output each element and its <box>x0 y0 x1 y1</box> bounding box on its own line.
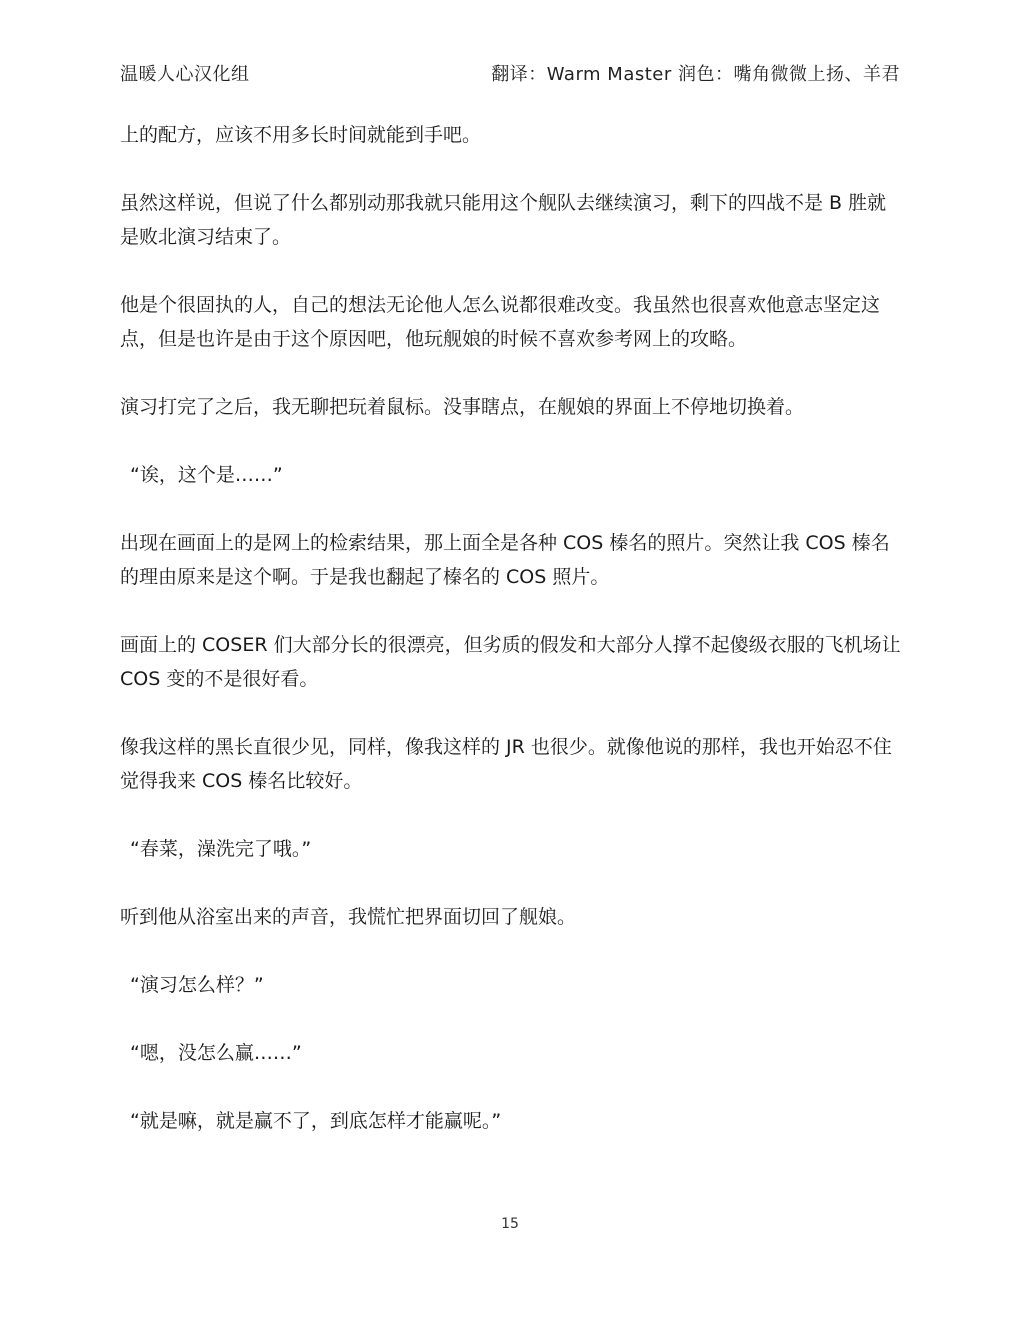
paragraph: 他是个很固执的人，自己的想法无论他人怎么说都很难改变。我虽然也很喜欢他意志坚定这点，但是也许是由于这个原因吧，他玩舰娘的时候不喜欢参考网上的攻略。 <box>120 294 881 350</box>
paragraph: 听到他从浴室出来的声音，我慌忙把界面切回了舰娘。 <box>120 906 577 928</box>
paragraph: 演习打完了之后，我无聊把玩着鼠标。没事瞎点，在舰娘的界面上不停地切换着。 <box>120 396 805 418</box>
dialog-line: “嗯，没怎么赢……” <box>130 1042 302 1064</box>
page-number: 15 <box>501 1216 519 1232</box>
paragraph: 像我这样的黑长直很少见，同样，像我这样的 JR 也很少。就像他说的那样，我也开始忍不住觉得我来 COS 榛名比较好。 <box>120 736 892 792</box>
paragraph: 虽然这样说，但说了什么都别动那我就只能用这个舰队去继续演习，剩下的四战不是 B 胜就是败北演习结束了。 <box>120 192 887 248</box>
page-header <box>120 58 900 88</box>
dialog-line: “演习怎么样？” <box>130 974 264 996</box>
body-text <box>120 118 905 1172</box>
header-credits: 翻译：Warm Master 润色：嘴角微微上扬、羊君 <box>491 64 900 85</box>
header-group-name: 温暖人心汉化组 <box>120 64 250 85</box>
dialog-line: “诶，这个是……” <box>130 464 283 486</box>
paragraph: 出现在画面上的是网上的检索结果，那上面全是各种 COS 榛名的照片。突然让我 COS 榛名的理由原来是这个啊。于是我也翻起了榛名的 COS 照片。 <box>120 532 890 588</box>
paragraph: 画面上的 COSER 们大部分长的很漂亮，但劣质的假发和大部分人撑不起傻级衣服的飞机场让 COS 变的不是很好看。 <box>120 634 901 690</box>
dialog-line: “春菜，澡洗完了哦。” <box>130 838 312 860</box>
paragraph: 上的配方，应该不用多长时间就能到手吧。 <box>120 124 482 146</box>
dialog-line: “就是嘛，就是赢不了，到底怎样才能赢呢。” <box>130 1110 502 1132</box>
